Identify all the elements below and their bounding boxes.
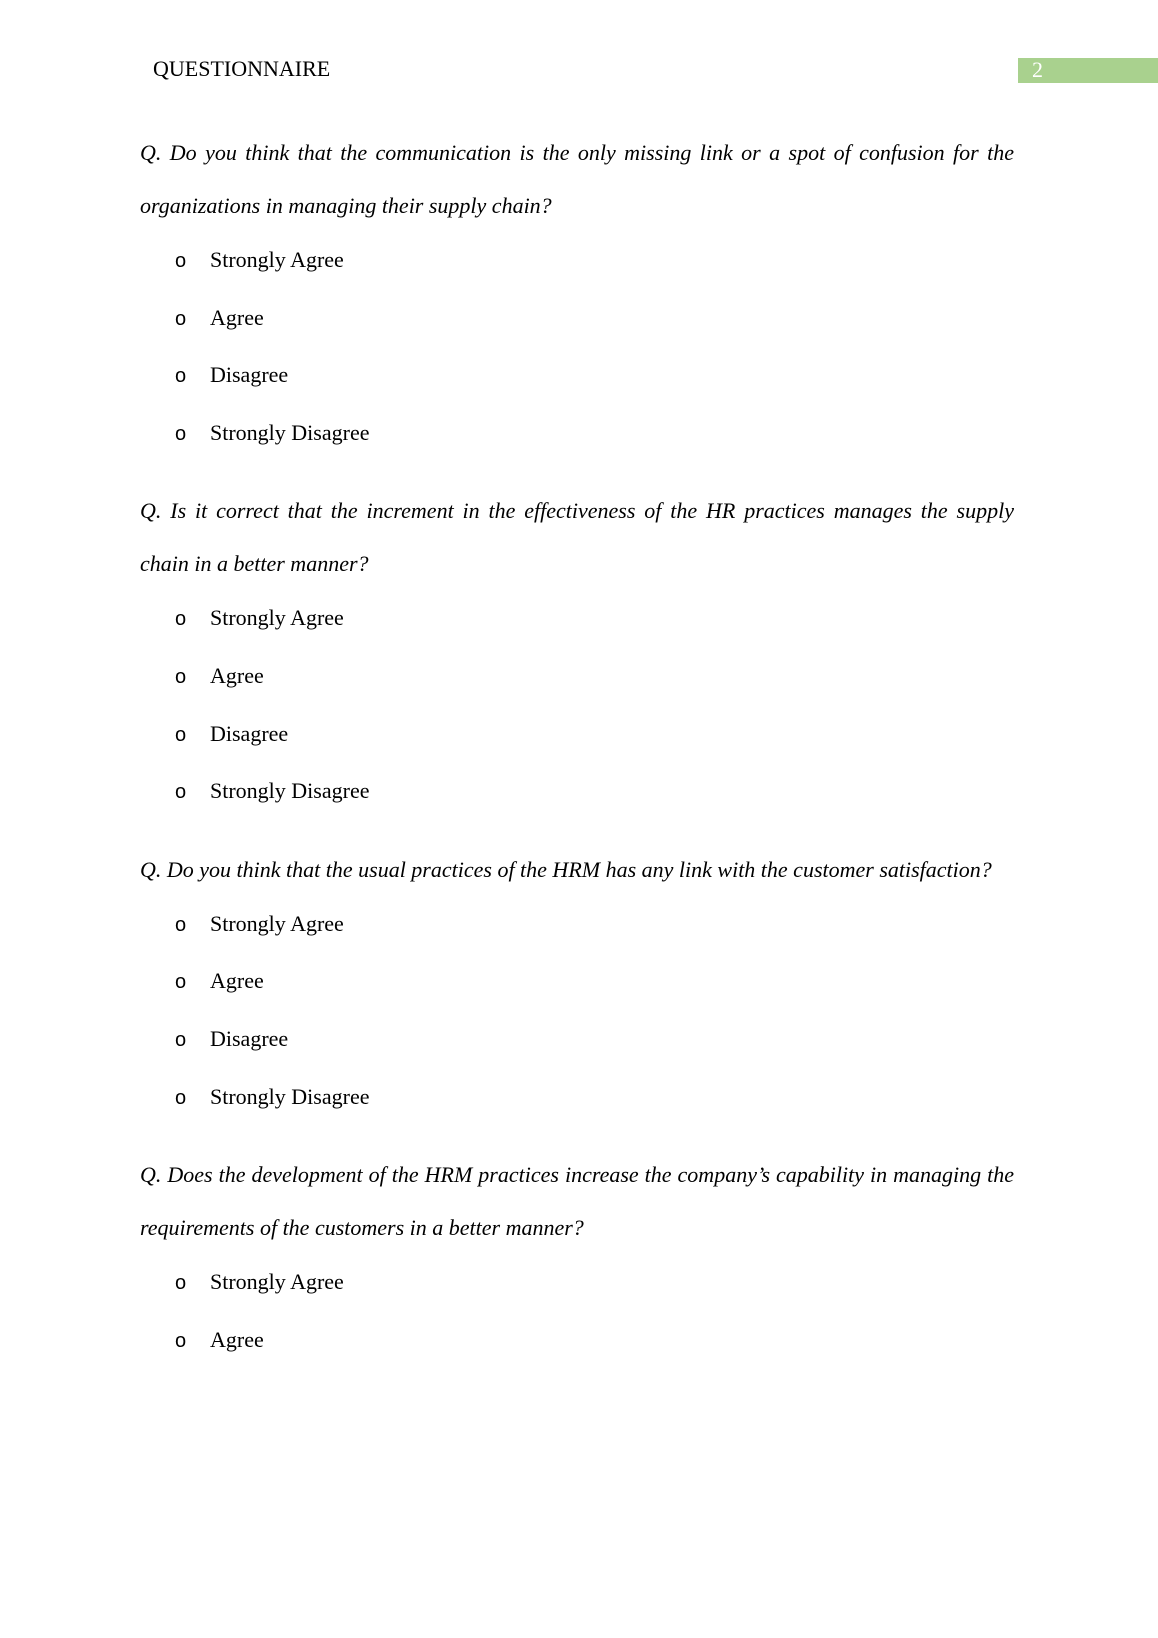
- question-text: Q. Is it correct that the increment in the effectiveness of the HR practices manages the supply chain in a better manner?: [140, 498, 1014, 577]
- option-item: [140, 1021, 1014, 1079]
- option-label: Disagree: [210, 1025, 289, 1051]
- bullet-icon: o: [175, 307, 187, 330]
- option-item: [140, 773, 1014, 831]
- option-label: Strongly Disagree: [210, 1083, 370, 1109]
- bullet-icon: o: [175, 422, 187, 445]
- question-block-4: [140, 1148, 1014, 1379]
- bullet-icon: o: [175, 1028, 187, 1051]
- option-item: [140, 357, 1014, 415]
- bullet-icon: o: [175, 781, 187, 804]
- answer-options: [140, 242, 1014, 472]
- page-number: 2: [1032, 57, 1043, 82]
- option-label: Strongly Disagree: [210, 778, 370, 804]
- bullet-icon: o: [175, 365, 187, 388]
- option-label: Strongly Agree: [210, 605, 344, 631]
- option-item: [140, 906, 1014, 964]
- answer-options: [140, 600, 1014, 830]
- option-item: [140, 1079, 1014, 1137]
- question-block-3: [140, 843, 1014, 1136]
- option-item: [140, 716, 1014, 774]
- document-body: [140, 126, 1014, 1391]
- option-label: Strongly Agree: [210, 247, 344, 272]
- option-item: [140, 300, 1014, 358]
- question-block-2: [140, 484, 1014, 830]
- header-title: QUESTIONNAIRE: [153, 56, 331, 81]
- bullet-icon: o: [175, 1086, 187, 1109]
- option-label: Strongly Agree: [210, 910, 344, 936]
- question-text: Q. Do you think that the communication is the only missing link or a spot of confusion for the organizations in managing their supply chain?: [140, 140, 1014, 218]
- bullet-icon: o: [175, 250, 187, 272]
- bullet-icon: o: [175, 723, 187, 746]
- bullet-icon: o: [175, 1329, 187, 1352]
- answer-options: [140, 1264, 1014, 1379]
- option-label: Strongly Agree: [210, 1269, 344, 1295]
- option-label: Agree: [210, 968, 264, 994]
- bullet-icon: o: [175, 1272, 187, 1295]
- question-text: Q. Do you think that the usual practices of the HRM has any link with the customer satisfaction?: [140, 856, 992, 882]
- bullet-icon: o: [175, 971, 187, 994]
- question-block-1: [140, 126, 1014, 472]
- option-item: [140, 242, 1014, 300]
- option-item: [140, 1264, 1014, 1322]
- option-item: [140, 658, 1014, 716]
- option-item: [140, 415, 1014, 473]
- bullet-icon: o: [175, 913, 187, 936]
- option-item: [140, 963, 1014, 1021]
- option-label: Strongly Disagree: [210, 419, 370, 445]
- option-label: Agree: [210, 662, 264, 688]
- option-label: Disagree: [210, 720, 289, 746]
- option-item: [140, 1322, 1014, 1380]
- answer-options: [140, 906, 1014, 1136]
- question-text: Q. Does the development of the HRM practices increase the company’s capability in managing the requirements of the customers in a better manner?: [140, 1162, 1014, 1241]
- option-item: [140, 600, 1014, 658]
- option-label: Agree: [210, 1326, 264, 1352]
- bullet-icon: o: [175, 608, 187, 631]
- option-label: Agree: [210, 304, 264, 330]
- bullet-icon: o: [175, 665, 187, 688]
- option-label: Disagree: [210, 362, 289, 388]
